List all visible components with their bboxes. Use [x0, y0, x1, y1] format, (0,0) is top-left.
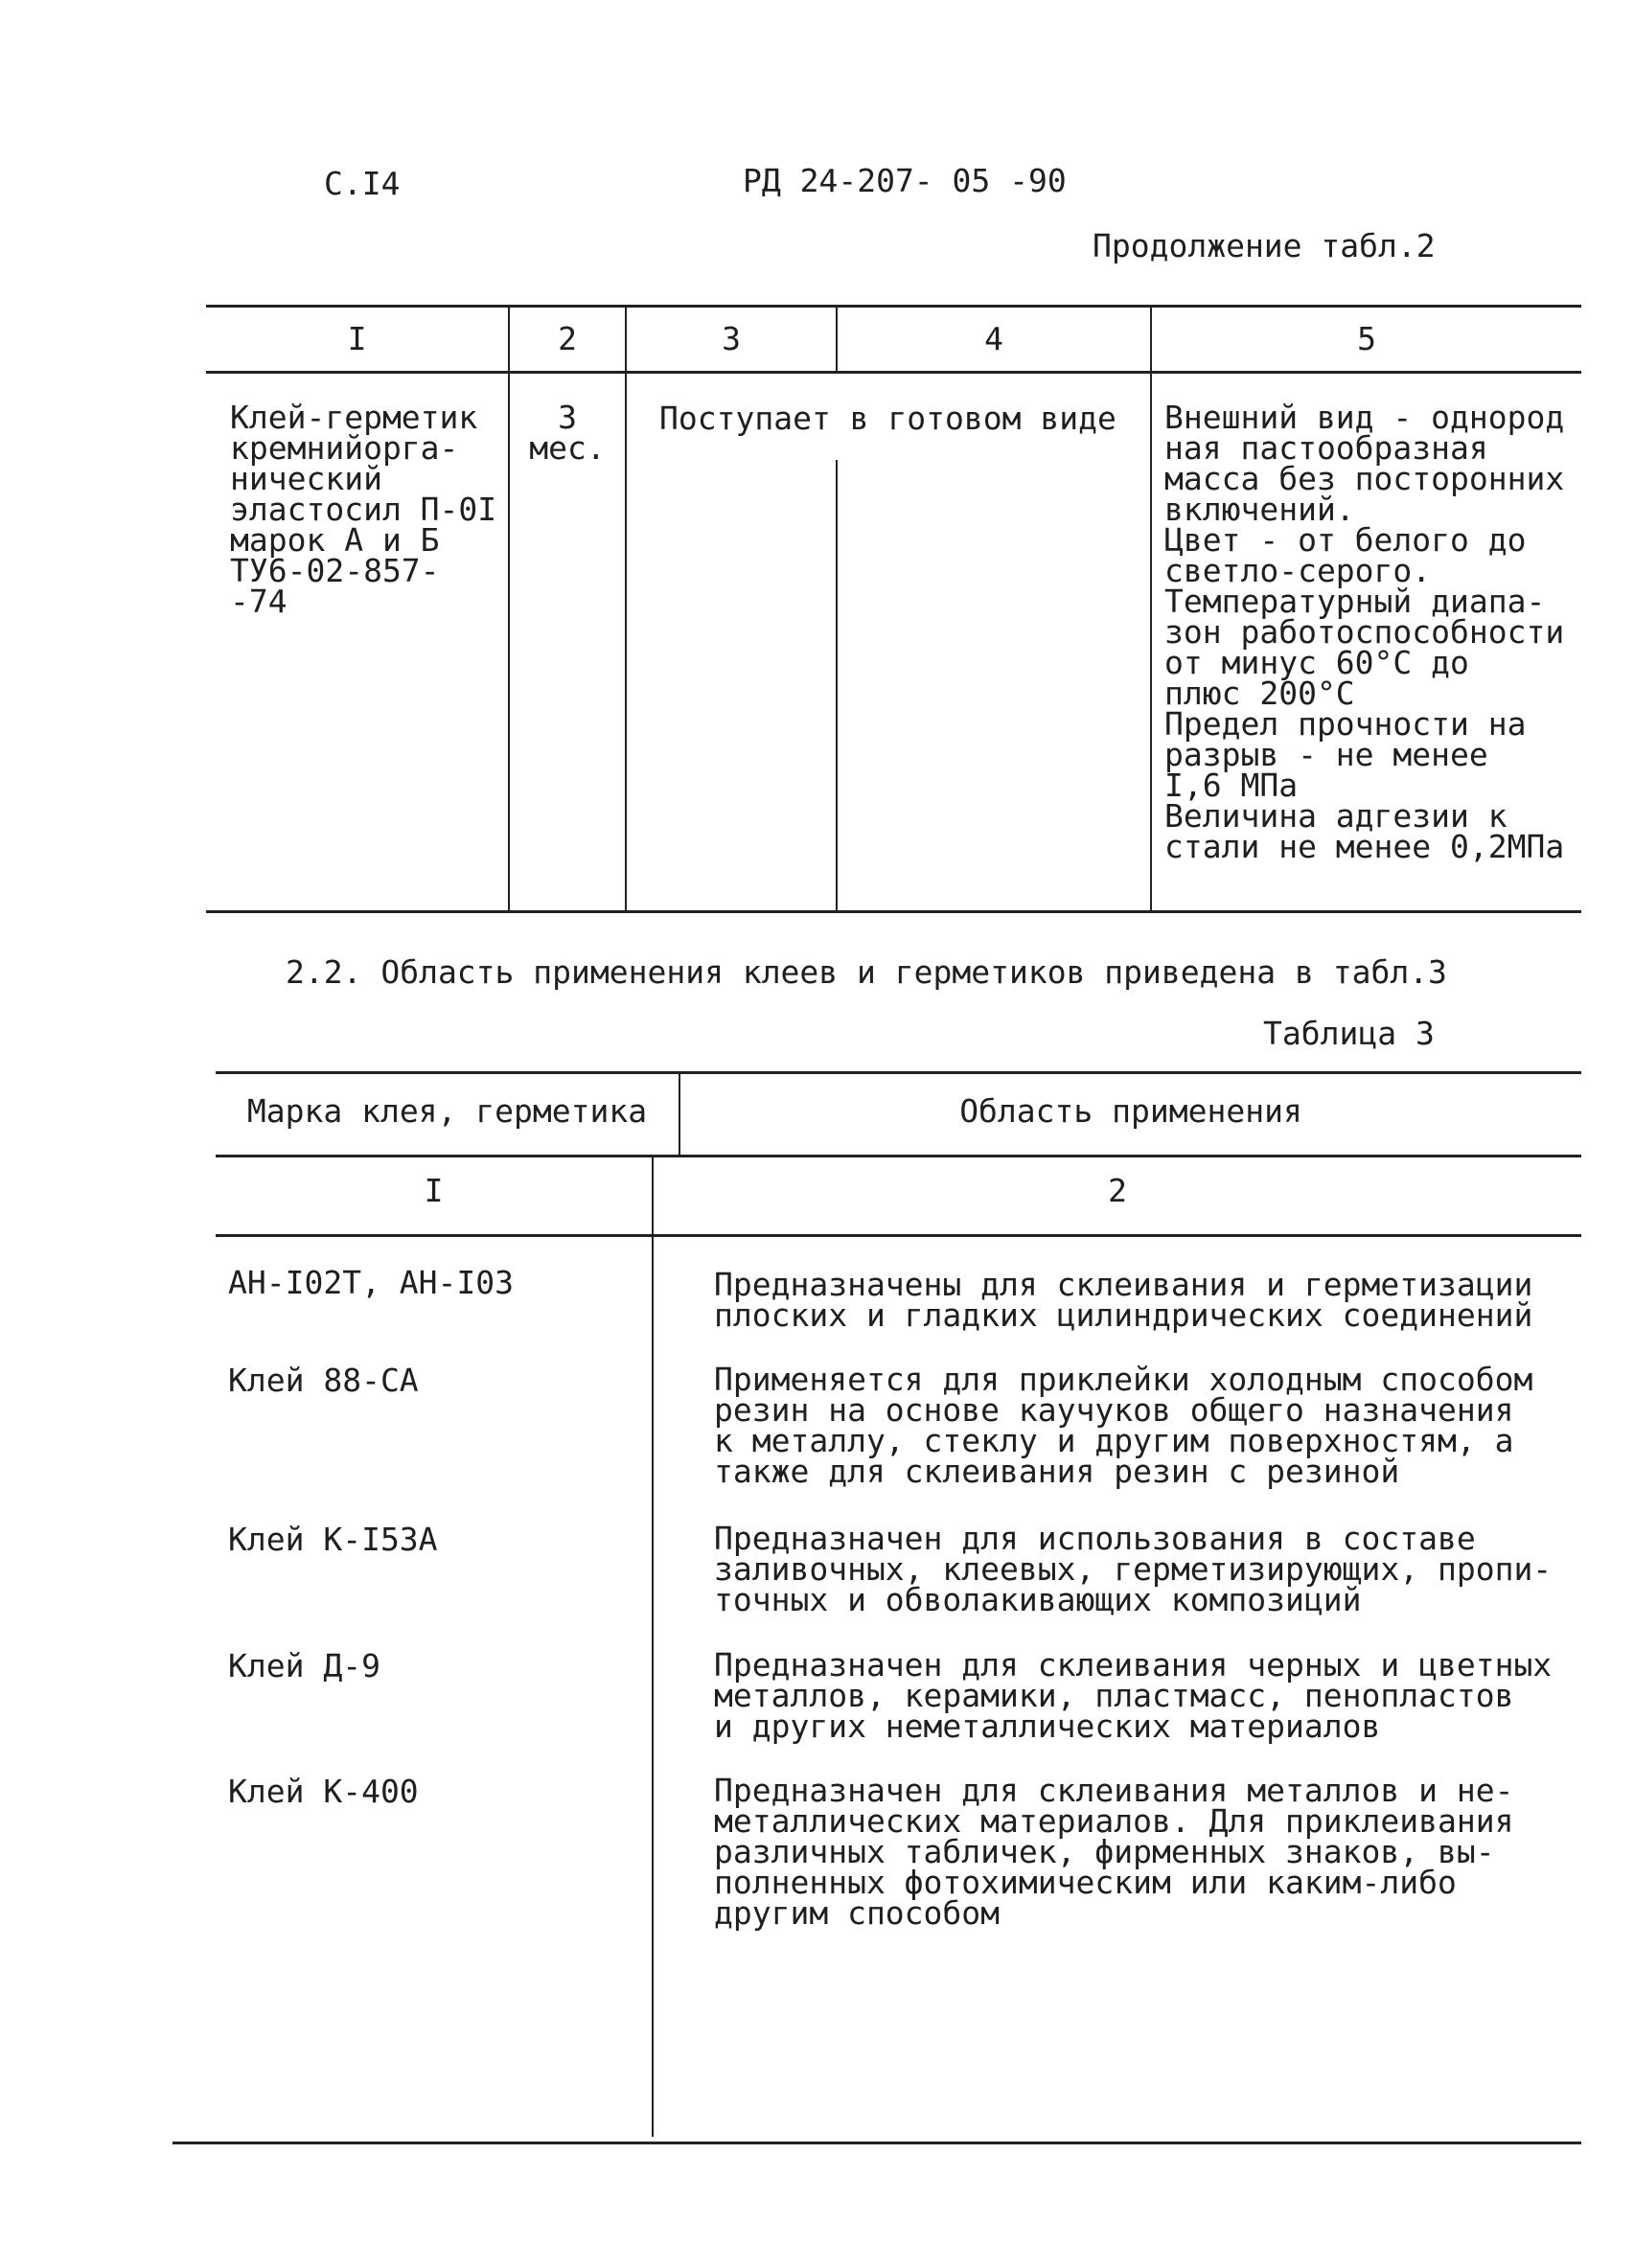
- table3-row-use: Применяется для приклейки холодным способом резин на основе каучуков общего назначения к металлу, стеклу и другим поверхностям, а также для склеивания резин с резиной: [714, 1361, 1533, 1490]
- table3-top-rule: [216, 1071, 1581, 1074]
- table3-row-use: Предназначен для склеивания черных и цветных металлов, керамики, пластмасс, пенопластов и других неметаллических материалов: [714, 1646, 1553, 1745]
- table3-row-use: Предназначены для склеивания и герметизации плоских и гладких цилиндрических соединений: [714, 1266, 1533, 1334]
- table2-col-header: 4: [984, 320, 1003, 357]
- table3-col-divider: [652, 1155, 654, 2137]
- table2-cell-name: Клей-герметик кремнийорга- нический эластосил П-0I марок А и Б ТУ6-02-857- -74: [230, 399, 497, 620]
- table3-label: Таблица 3: [1263, 1015, 1435, 1052]
- table2-cell-term: 3 мес.: [529, 399, 606, 467]
- table3-header-use: Область применения: [959, 1092, 1302, 1130]
- table3-row-mark: Клей К-I53А: [228, 1521, 438, 1558]
- table3-header-mark: Марка клея, герметика: [246, 1092, 648, 1130]
- table2-col-divider: [508, 305, 510, 910]
- table2-col-header: 2: [558, 320, 577, 357]
- page-number: С.I4: [324, 165, 401, 202]
- table3-number-rule: [216, 1234, 1581, 1237]
- table3-col-number: I: [424, 1172, 444, 1209]
- table2-col-divider: [1150, 305, 1152, 910]
- table3-row-mark: Клей К-400: [228, 1773, 419, 1810]
- table2-col-header: I: [347, 320, 367, 357]
- table2-col-divider: [625, 305, 627, 910]
- table2-header-rule: [206, 371, 1581, 374]
- table2-bottom-rule: [206, 910, 1581, 913]
- table3-row-mark: Клей Д-9: [228, 1647, 380, 1684]
- table2-col-header: 3: [722, 320, 741, 357]
- table3-header-rule: [216, 1155, 1581, 1157]
- table2-top-rule: [206, 305, 1581, 308]
- table3-col-number: 2: [1108, 1172, 1127, 1209]
- table2-cell-description: Внешний вид - однород ная пастообразная масса без посторонних включений. Цвет - от белого до светло-серого. Температурный диапа- зон работоспособности от минус 60°С до плюс 200°С Предел прочности на разрыв - не менее I,6 МПа Величина адгезии к стали не менее 0,2МПа: [1164, 399, 1565, 865]
- table2-cell-delivery: Поступает в готовом виде: [659, 400, 1116, 437]
- table3-row-use: Предназначен для склеивания металлов и не- металлических материалов. Для приклеивания различных табличек, фирменных знаков, вы- полненных фотохимическим или каким-либо другим способом: [714, 1772, 1514, 1932]
- table3-bottom-rule: [173, 2142, 1581, 2144]
- table3-row-use: Предназначен для использования в составе заливочных, клеевых, герметизирующих, пропи- точных и обволакивающих композиций: [714, 1520, 1553, 1618]
- table2-col-header: 5: [1357, 320, 1376, 357]
- table3-row-mark: АН-I02Т, АН-I03: [228, 1264, 515, 1301]
- section-2-2-text: 2.2. Область применения клеев и герметиков приведена в табл.3: [286, 953, 1447, 991]
- document-code: РД 24-207- 05 -90: [743, 162, 1067, 199]
- table2-col-divider: [836, 460, 838, 910]
- table-continuation-label: Продолжение табл.2: [1093, 227, 1436, 264]
- table3-row-mark: Клей 88-СА: [228, 1362, 419, 1399]
